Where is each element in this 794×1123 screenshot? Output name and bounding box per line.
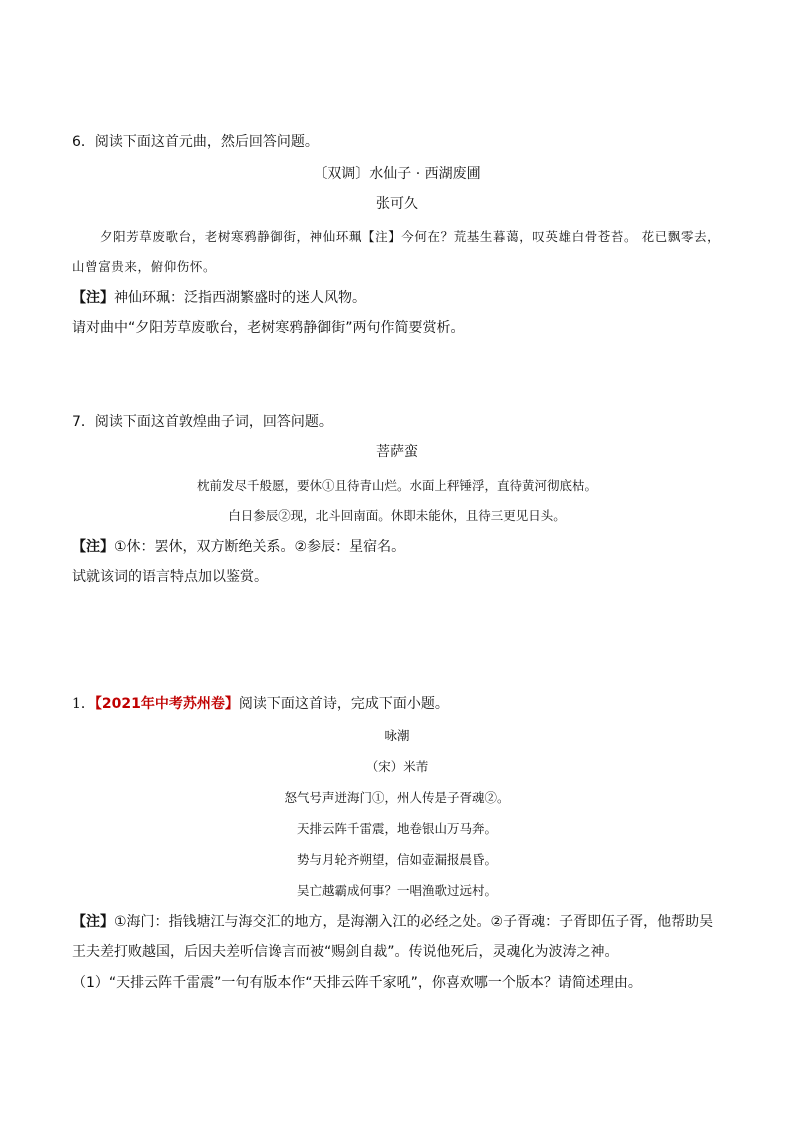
q6-note-text: 神仙环珮：泛指西湖繁盛时的迷人风物。 — [114, 290, 366, 306]
q1-number: 1． — [72, 696, 95, 712]
q7-title: 菩萨蛮 — [376, 444, 418, 460]
q7-prompt: 7．阅读下面这首敦煌曲子词，回答问题。 — [72, 414, 333, 430]
q6-author: 张可久 — [376, 196, 418, 212]
q1-sub-question-1: （1）“天排云阵千雷震”一句有版本作“天排云阵千家吼”，你喜欢哪一个版本？请简述理由。 — [72, 975, 642, 991]
q7-note-label: 【注】 — [72, 539, 114, 555]
q6-title: 〔双调〕水仙子 · 西湖废圃 — [313, 166, 481, 182]
q1-prompt-line — [72, 694, 722, 714]
q1-author: （宋）米芾 — [365, 759, 429, 774]
q1-prompt: 阅读下面这首诗，完成下面小题。 — [238, 696, 449, 712]
q1-source-badge: 【2021年中考苏州卷】 — [94, 696, 239, 712]
q6-note — [72, 288, 722, 308]
q1-poem-line-2: 天排云阵千雷震，地卷银山万马奔。 — [296, 821, 497, 836]
q1-note-line-2: 王夫差打败越国，后因夫差听信谗言而被“赐剑自裁”。传说他死后，灵魂化为波涛之神。 — [72, 944, 619, 960]
q1-note-text-1: ①海门：指钱塘江与海交汇的地方，是海潮入江的必经之处。②子胥魂：子胥即伍子胥，他帮助吴 — [114, 914, 714, 930]
q1-poem-line-1: 怒气号声迸海门①，州人传是子胥魂②。 — [284, 790, 510, 805]
q1-note-label: 【注】 — [72, 914, 114, 930]
q1-poem-line-4: 吴亡越霸成何事？一唱渔歌过远村。 — [296, 883, 497, 898]
q1-note-line-1 — [72, 912, 722, 932]
q7-note — [72, 537, 722, 557]
q6-prompt: 6．阅读下面这首元曲，然后回答问题。 — [72, 134, 319, 150]
q7-poem-line-1: 枕前发尽千般愿，要休①且待青山烂。水面上秤锤浮，直待黄河彻底枯。 — [196, 478, 597, 493]
q7-note-text: ①休：罢休，双方断绝关系。②参辰：星宿名。 — [114, 539, 406, 555]
q6-question: 请对曲中“夕阳芳草废歌台，老树寒鸦静御街”两句作简要赏析。 — [72, 320, 465, 336]
q6-poem: 夕阳芳草废歌台，老树寒鸦静御街，神仙环珮【注】今何在？荒基生暮蔼，叹英雄白骨苍苔。 花已飘零去，山曾富贵来，俯仰伤怀。 — [72, 229, 721, 274]
q1-title: 咏潮 — [384, 728, 410, 743]
q7-question: 试就该词的语言特点加以鉴赏。 — [72, 569, 268, 585]
q7-poem-line-2: 白日参辰②现，北斗回南面。休即未能休，且待三更见日头。 — [228, 508, 566, 523]
q6-note-label: 【注】 — [72, 290, 114, 306]
q1-poem-line-3: 势与月轮齐朔望，信如壶漏报晨昏。 — [296, 852, 497, 867]
